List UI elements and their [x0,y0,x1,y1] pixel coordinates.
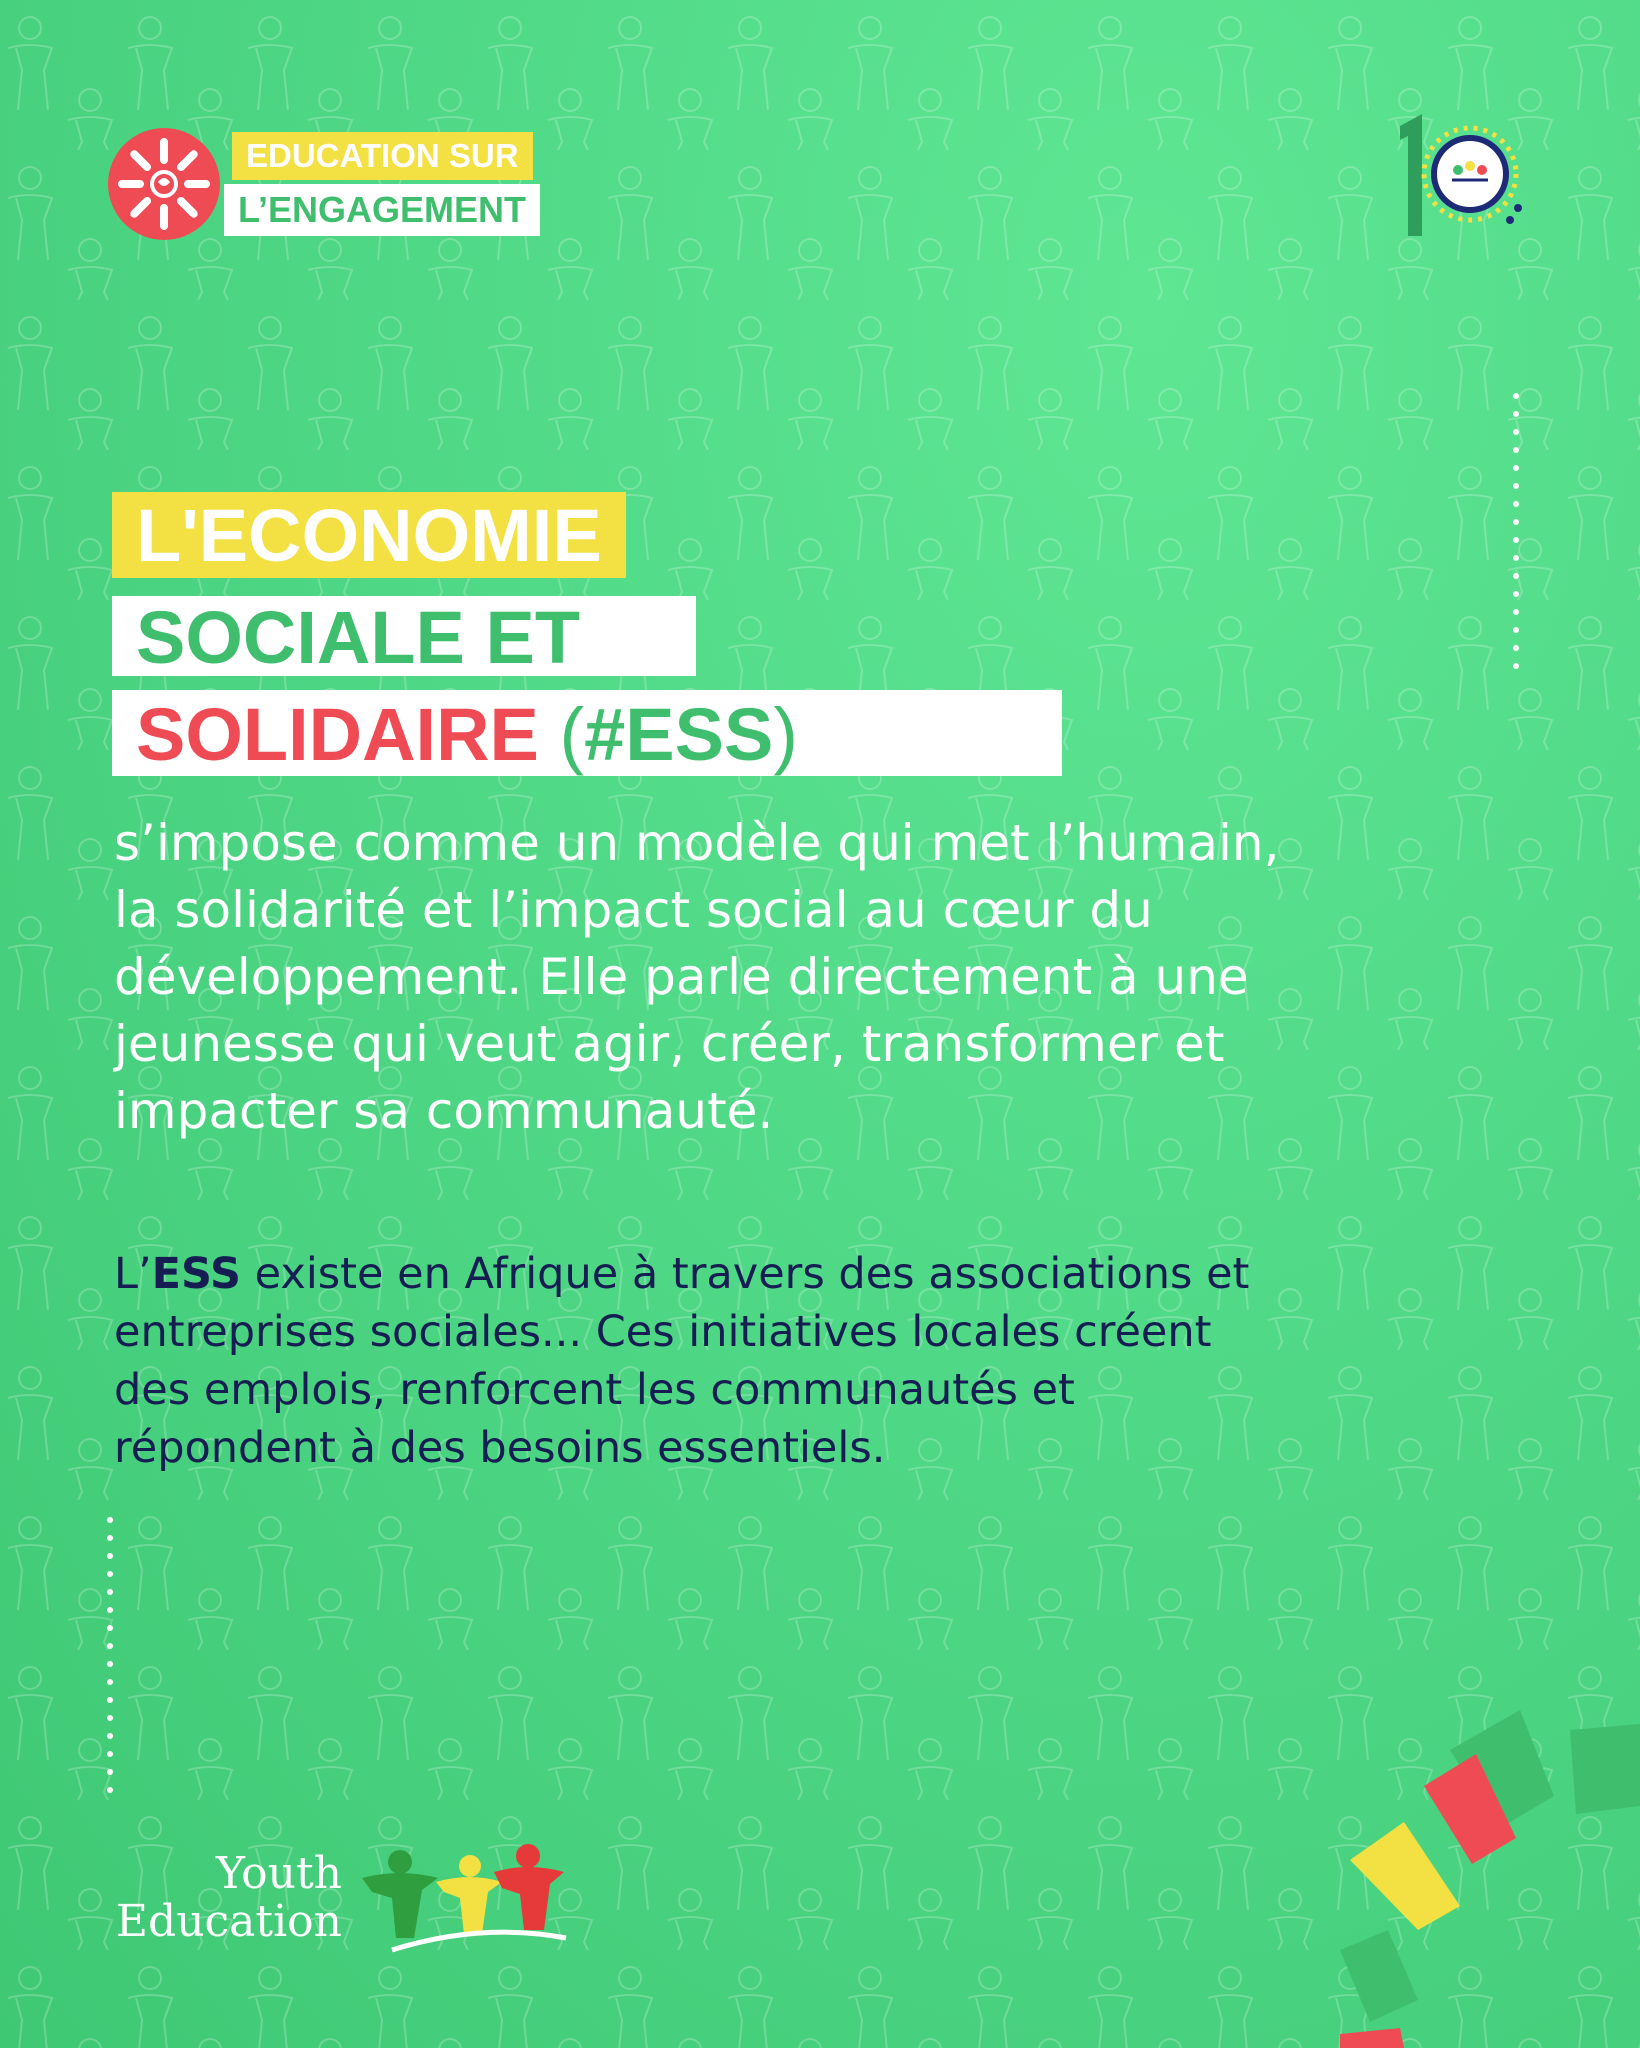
badge-title-line2: L’ENGAGEMENT [224,184,540,236]
title-line-3 [112,690,1062,776]
anniversary-10-icon [1390,108,1530,248]
decorative-arc-icon [1340,1710,1640,2048]
intro-line: impacter sa communauté. [114,1082,774,1140]
intro-line: développement. Elle parle directement à une [114,948,1249,1006]
intro-paragraph [114,810,1554,1145]
youth-education-wordmark [112,1850,342,1946]
ess-line-1 [114,1245,1554,1303]
ess-bold: ESS [151,1249,242,1299]
title-ess-tag: #ESS [584,693,774,776]
intro-line: s’impose comme un modèle qui met l’humain, [114,814,1280,872]
ess-line-4: répondent à des besoins essentiels. [114,1423,886,1473]
intro-line: jeunesse qui veut agir, créer, transformer et [114,1015,1225,1073]
engagement-badge [108,128,548,248]
wordmark-youth: Youth [215,1848,342,1899]
dotted-line-left [106,1516,114,1796]
title-line-1: L'ECONOMIE [112,492,626,578]
title-line-2: SOCIALE ET [112,596,696,676]
title-paren-close: ) [773,693,799,776]
ess-paragraph [114,1245,1554,1477]
badge-title-line1: EDUCATION SUR [232,132,533,180]
dotted-line-right [1512,392,1520,672]
ess-line-2: entreprises sociales... Ces initiatives locales créent [114,1307,1212,1357]
intro-line: la solidarité et l’impact social au cœur du [114,881,1153,939]
wordmark-education: Education [115,1896,342,1947]
title-solidaire: SOLIDAIRE [136,693,539,776]
ess-prefix: L’ [114,1249,152,1299]
title-paren-open: ( [559,693,585,776]
ess-line-1-rest: existe en Afrique à travers des associations et [241,1249,1250,1299]
hands-circle-icon [108,128,220,240]
youth-education-figures-icon [352,1838,572,1956]
ess-line-3: des emplois, renforcent les communautés et [114,1365,1075,1415]
